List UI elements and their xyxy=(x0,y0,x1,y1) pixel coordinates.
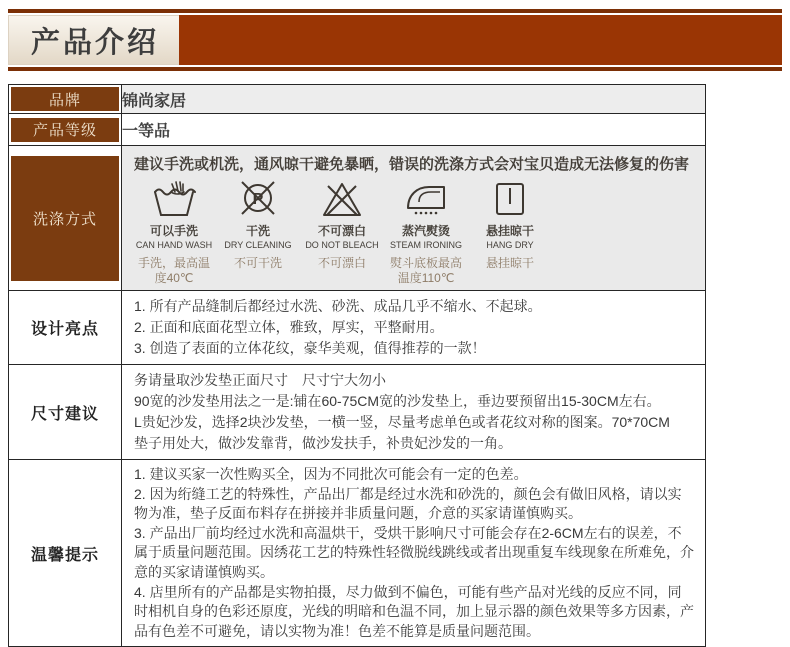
text-line: 3. 创造了表面的立体花纹，豪华美观，值得推荐的一款！ xyxy=(134,340,486,356)
design-label: 设计亮点 xyxy=(9,291,122,365)
product-spec-table xyxy=(8,84,706,647)
table-row xyxy=(9,460,706,647)
care-icon-row xyxy=(132,179,699,286)
brand-value: 锦尚家居 xyxy=(122,85,706,114)
size-label: 尺寸建议 xyxy=(9,365,122,460)
table-row xyxy=(9,365,706,460)
text-line: 务请量取沙发垫正面尺寸 尺寸宁大勿小 xyxy=(134,372,386,388)
table-row xyxy=(9,85,706,114)
brand-label: 品牌 xyxy=(11,87,119,111)
care-cn-label: 干洗 xyxy=(245,224,270,238)
tips-label: 温馨提示 xyxy=(9,460,122,647)
care-item-dry-clean xyxy=(216,179,300,286)
header-accent-bar xyxy=(179,15,782,65)
size-value-cell xyxy=(122,365,706,460)
care-cn-label: 蒸汽熨烫 xyxy=(401,224,450,238)
care-item-no-bleach xyxy=(300,179,384,286)
text-line: 2. 因为绗缝工艺的特殊性，产品出厂都是经过水洗和砂洗的，颜色会有做旧风格，请以实物为准，垫子反面布料存在拼接并非质量问题，介意的买家请谨慎购买。 xyxy=(134,485,682,522)
steam-iron-icon xyxy=(404,179,448,219)
care-note: 手洗，最高温度40℃ xyxy=(137,256,210,285)
care-en-label: CAN HAND WASH xyxy=(135,240,213,250)
dry-clean-icon xyxy=(236,179,280,219)
grade-value: 一等品 xyxy=(122,114,706,146)
text-line: 1. 建议买家一次性购买全，因为不同批次可能会有一定的色差。 xyxy=(134,466,528,482)
tips-value-cell xyxy=(122,460,706,647)
care-en-label: STEAM IRONING xyxy=(389,240,462,250)
table-row xyxy=(9,146,706,291)
text-line: L贵妃沙发，选择2块沙发垫，一横一竖，尽量考虑单色或者花纹对称的图案。70*70CM xyxy=(134,414,670,430)
care-item-steam-iron xyxy=(384,179,468,286)
hang-dry-icon xyxy=(488,179,532,219)
section-header xyxy=(8,15,782,65)
washing-value-cell xyxy=(122,146,706,291)
care-cn-label: 悬挂晾干 xyxy=(485,224,534,238)
care-note: 悬挂晾干 xyxy=(485,256,534,270)
text-line: 90宽的沙发垫用法之一是:铺在60-75CM宽的沙发垫上，垂边要预留出15-30CM左右。 xyxy=(134,393,661,409)
svg-text:P: P xyxy=(252,191,264,208)
hand-wash-icon xyxy=(152,179,196,219)
care-en-label: DRY CLEANING xyxy=(224,240,292,250)
brand-label-cell xyxy=(9,85,122,114)
text-line: 2. 正面和底面花型立体，雅致，厚实，平整耐用。 xyxy=(134,319,444,335)
care-cn-label: 可以手洗 xyxy=(149,224,198,238)
text-line: 垫子用处大，做沙发靠背，做沙发扶手，补贵妃沙发的一角。 xyxy=(134,435,512,451)
care-en-label: DO NOT BLEACH xyxy=(305,240,379,250)
care-item-hand-wash xyxy=(132,179,216,286)
washing-label-cell xyxy=(9,146,122,291)
text-line: 4. 店里所有的产品都是实物拍摄，尽力做到不偏色，可能有些产品对光线的反应不同，同时相机自身的色彩还原度，光线的明暗和色温不同，加上显示器的颜色效果等多方因素，产品有色差不可避免，请以实物为准！色差不能算是质量问题范围。 xyxy=(134,583,694,639)
care-note: 不可干洗 xyxy=(233,256,282,270)
header-bottom-rule xyxy=(8,67,782,71)
table-row xyxy=(9,114,706,146)
no-bleach-icon xyxy=(320,179,364,219)
table-row xyxy=(9,291,706,365)
care-note: 熨斗底板最高温度110℃ xyxy=(389,256,462,285)
page-title: 产品介绍 xyxy=(8,15,179,65)
washing-headline: 建议手洗或机洗，通风晾干避免暴晒，错误的洗涤方式会对宝贝造成无法修复的伤害 xyxy=(134,156,690,173)
header-top-rule xyxy=(8,9,782,13)
care-note: 不可漂白 xyxy=(317,256,366,270)
text-line: 3. 产品出厂前均经过水洗和高温烘干，受烘干影响尺寸可能会存在2-6CM左右的误差，不属于质量问题范围。因绣花工艺的特殊性轻微脱线跳线或者出现重复车线现象在所难免，介意的买家请谨慎购买。 xyxy=(134,524,694,580)
grade-label: 产品等级 xyxy=(11,118,119,142)
care-cn-label: 不可漂白 xyxy=(317,224,366,238)
text-line: 1. 所有产品缝制后都经过水洗、砂洗、成品几乎不缩水、不起球。 xyxy=(134,298,542,314)
washing-label: 洗涤方式 xyxy=(11,156,119,281)
design-value-cell xyxy=(122,291,706,365)
care-en-label: HANG DRY xyxy=(486,240,534,250)
care-item-hang-dry xyxy=(468,179,552,286)
grade-label-cell xyxy=(9,114,122,146)
